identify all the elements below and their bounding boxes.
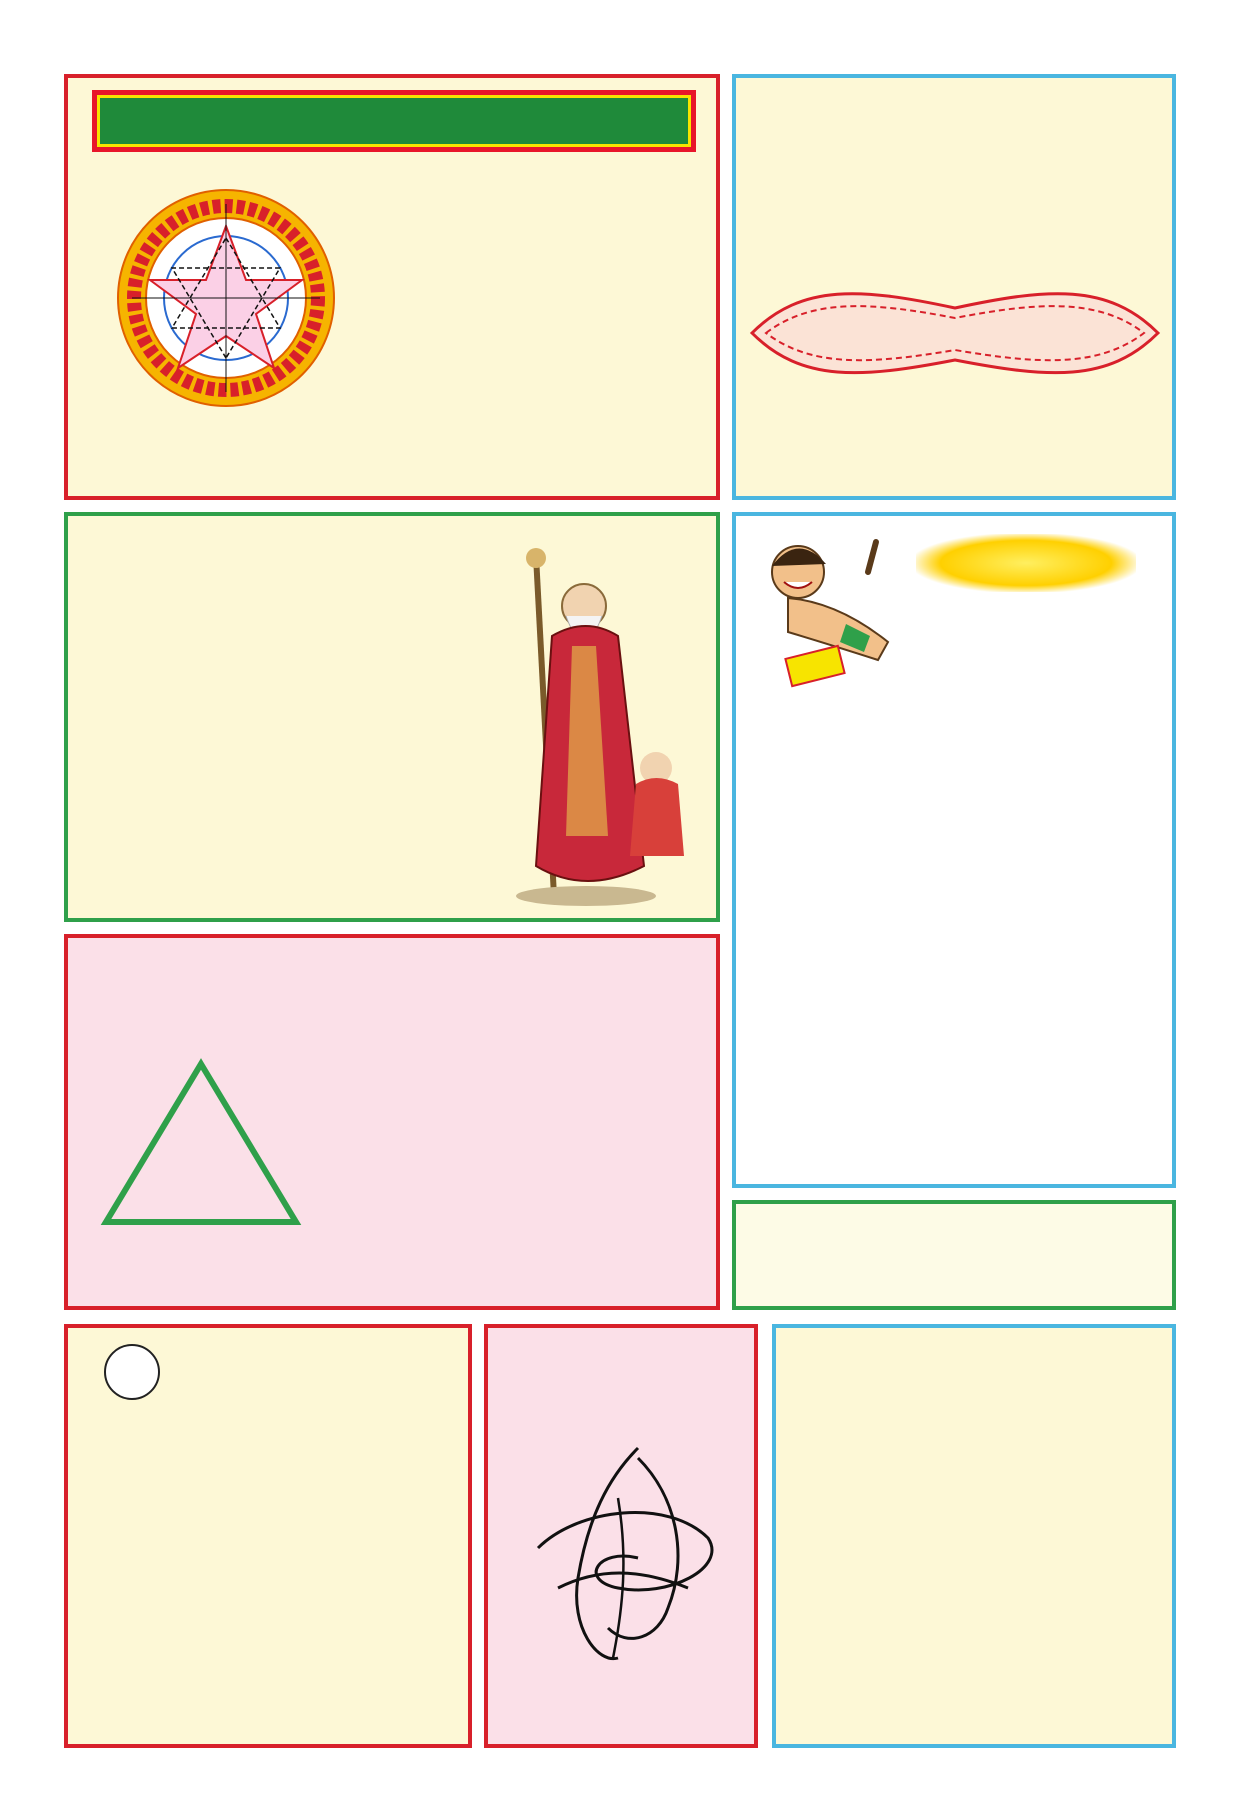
humor-panel bbox=[732, 512, 1176, 1188]
triangle-riddle bbox=[86, 1042, 316, 1242]
tema-header bbox=[84, 1344, 160, 1400]
right-border-strip bbox=[1190, 56, 1236, 1752]
left-border-strip bbox=[0, 56, 46, 1752]
notice-panel bbox=[732, 1200, 1176, 1310]
xuanji-panel bbox=[484, 1324, 758, 1748]
footer-strip bbox=[0, 1752, 1236, 1806]
compass-wheel bbox=[96, 168, 356, 428]
shensuan-panel bbox=[772, 1324, 1176, 1748]
guide-panel bbox=[64, 74, 720, 500]
poem-banner-graphic bbox=[742, 278, 1168, 388]
huang-panel bbox=[64, 512, 720, 922]
header-strip bbox=[0, 0, 1236, 56]
tema-number bbox=[104, 1344, 160, 1400]
xuanji-scribble-image bbox=[518, 1438, 728, 1668]
humor-title bbox=[916, 534, 1136, 592]
prediction-panel bbox=[732, 74, 1176, 500]
lingma-panel bbox=[64, 934, 720, 1310]
immortal-figure-image bbox=[506, 536, 706, 916]
guide-banner bbox=[92, 90, 696, 152]
cartoon-man-image bbox=[748, 532, 918, 692]
tema-panel bbox=[64, 1324, 472, 1748]
